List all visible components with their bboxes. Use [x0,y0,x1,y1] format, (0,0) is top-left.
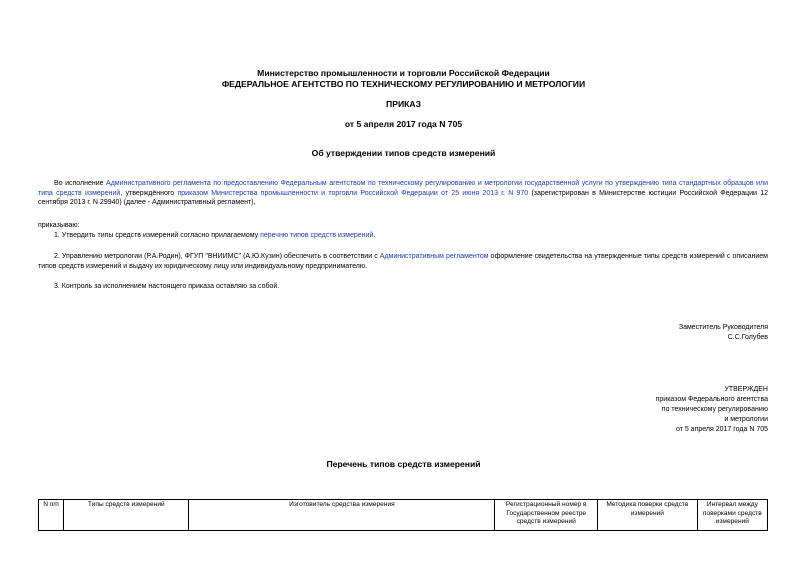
item-1-end: . [373,232,376,239]
instruments-table [38,499,768,531]
list-title: Перечень типов средств измерений [326,459,481,469]
order-item-1 [54,231,768,241]
approval-line-4: и метрологии [724,416,768,423]
regulation-link[interactable]: Административного регламента по предоставлению Федеральным агентством по техническому регулированию и метрологии государственной услуги по утверждению типа стандартных образцов или типа средств измерений [38,180,768,197]
col-manufacturer: Изготовитель средства измерения [189,500,495,531]
col-number: N п/п [39,500,64,531]
preamble-tail: (зарегистрирован в Министерстве юстиции Российской Федерации 12 сентября 2013 г. N 29940) (далее - Административный регламент), [38,189,768,206]
col-verification-method: Методика поверки средств измерений [598,500,698,531]
col-verification-interval: Интервал между поверками средств измерений [697,500,767,531]
preamble-paragraph [38,179,768,208]
ministry-order-link[interactable]: приказом Министерства промышленности и торговли Российской Федерации от 25 июня 2013 г. N 970 [177,189,529,197]
approval-line-1: УТВЕРЖДЕН [724,386,768,393]
order-word: приказываю: [38,222,80,229]
approval-line-3: по техническому регулированию [661,406,768,413]
agency-name: ФЕДЕРАЛЬНОЕ АГЕНТСТВО ПО ТЕХНИЧЕСКОМУ РЕГУЛИРОВАНИЮ И МЕТРОЛОГИИ [221,79,586,89]
signature-position: Заместитель Руководителя [678,324,768,331]
document-type: ПРИКАЗ [386,99,421,109]
preamble-lead: Во исполнение [54,180,107,187]
order-item-3: 3. Контроль за исполнением настоящего приказа оставляю за собой. [54,283,280,290]
regulation-link-2[interactable]: Административным регламентом [379,253,489,260]
item-2-text: 2. Управлению метрологии (Р.А.Родин), ФГУП "ВНИИМС" (А.Ю.Кузин) обеспечить в соответствии с [54,253,380,260]
ministry-name: Министерство промышленности и торговли Российской Федерации [257,68,550,78]
col-registry-number: Регистрационный номер в Государственном реестре средств измерений [495,500,598,531]
approval-line-5: от 5 апреля 2017 года N 705 [675,426,768,433]
document-title: Об утверждении типов средств измерений [311,148,496,158]
signature-name: С.С.Голубев [727,334,768,341]
table-header-row [39,500,768,531]
approval-line-2: приказом Федерального агентства [655,396,768,403]
document-date: от 5 апреля 2017 года N 705 [344,119,463,129]
col-instrument-type: Типы средств измерений [64,500,189,531]
item-1-text: 1. Утвердить типы средств измерений согласно прилагаемому [54,232,261,239]
list-link[interactable]: перечню типов средств измерений [260,232,374,239]
item-2-end: оформление свидетельства на утвержденные типы средств измерений с описанием типов средств измерений и выдачу их юридическому лицу или индивидуальному предпринимателю. [38,253,768,270]
order-item-2 [38,252,768,271]
preamble-mid: , утверждённого [120,189,178,197]
